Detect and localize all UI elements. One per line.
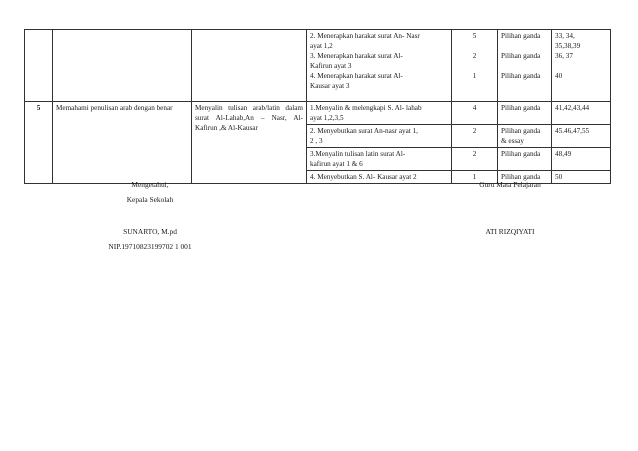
cell-nomor: [552, 30, 611, 102]
form-value: Pilihan ganda: [501, 173, 541, 181]
indicator-line: Kausar ayat 3: [310, 82, 350, 90]
acknowledgement-label: Mengetahui,: [131, 180, 169, 189]
indicator-line: 1.Menyalin & melengkapi S. Al- lahab: [310, 104, 422, 112]
indicator-line: 4. Menyebutkan S. Al- Kausar ayat 2: [310, 173, 417, 181]
cell-materi: Menyalin tulisan arab/latin dalam surat Al-Lahab,An – Nasr, Al- Kafirun ,& Al-Kausar: [192, 102, 307, 184]
form-value: Pilihan ganda: [501, 127, 541, 135]
indicator-line: 3.Menyalin tulisan latin surat Al-: [310, 150, 406, 158]
form-value: Pilihan ganda: [501, 104, 541, 112]
cell-kompetensi: [53, 30, 192, 102]
cell-nomor: 50: [552, 171, 611, 184]
indicator-line: ayat 1,2,3,5: [310, 114, 344, 122]
number-value: 35,38,39: [555, 42, 581, 50]
count-value: 5: [472, 32, 477, 40]
cell-indikator: [307, 125, 452, 148]
number-value: 40: [555, 72, 563, 80]
form-value: Pilihan ganda: [501, 72, 541, 80]
indicator-line: Kafirun ayat 3: [310, 62, 352, 70]
cell-jumlah: 2: [452, 125, 498, 148]
table-row: [25, 102, 611, 125]
cell-kompetensi: Memahami penulisan arab dengan benar: [53, 102, 192, 184]
form-value: Pilihan ganda: [501, 52, 541, 60]
number-value: 36, 37: [555, 52, 573, 60]
cell-jumlah: 1: [452, 171, 498, 184]
signature-right: [440, 180, 580, 237]
indicator-line: kafirun ayat 1 & 6: [310, 160, 363, 168]
signature-left: [90, 180, 210, 252]
cell-no: [25, 30, 53, 102]
indicator-line: 2. Menerapkan harakat surat An- Nasr: [310, 32, 420, 40]
indicator-line: ayat 1,2: [310, 42, 333, 50]
table-row: [25, 30, 611, 102]
teacher-title: Guru Mata Pelajaran: [479, 180, 541, 189]
cell-bentuk: [498, 30, 552, 102]
cell-indikator: [307, 171, 452, 184]
cell-indikator: [307, 30, 452, 102]
cell-indikator: [307, 148, 452, 171]
number-value: 33, 34,: [555, 32, 575, 40]
cell-bentuk: [498, 125, 552, 148]
indicator-line: 4. Menerapkan harakat surat Al-: [310, 72, 403, 80]
count-value: 2: [472, 52, 477, 60]
form-value: Pilihan ganda: [501, 32, 541, 40]
principal-nip: NIP.19710823199702 1 001: [108, 242, 192, 251]
cell-jumlah: 4: [452, 102, 498, 125]
indicator-line: 2 , 3: [310, 137, 323, 145]
cell-bentuk: [498, 148, 552, 171]
cell-indikator: [307, 102, 452, 125]
assessment-grid-table: [24, 29, 611, 184]
form-value: & essay: [501, 137, 524, 145]
cell-nomor: 48,49: [552, 148, 611, 171]
indicator-line: 3. Menerapkan harakat surat Al-: [310, 52, 403, 60]
cell-jumlah: [452, 30, 498, 102]
cell-nomor: 41,42,43,44: [552, 102, 611, 125]
cell-no: 5: [25, 102, 53, 184]
teacher-name: ATI RIZQIYATI: [485, 227, 535, 236]
cell-materi: [192, 30, 307, 102]
principal-name: SUNARTO, M.pd: [123, 227, 177, 236]
cell-jumlah: 2: [452, 148, 498, 171]
principal-title: Kepala Sekolah: [126, 195, 174, 204]
form-value: Pilihan ganda: [501, 150, 541, 158]
cell-bentuk: [498, 102, 552, 125]
indicator-line: 2. Menyebutkan surat An-nasr ayat 1,: [310, 127, 418, 135]
cell-nomor: 45.46,47,55: [552, 125, 611, 148]
count-value: 1: [472, 72, 477, 80]
